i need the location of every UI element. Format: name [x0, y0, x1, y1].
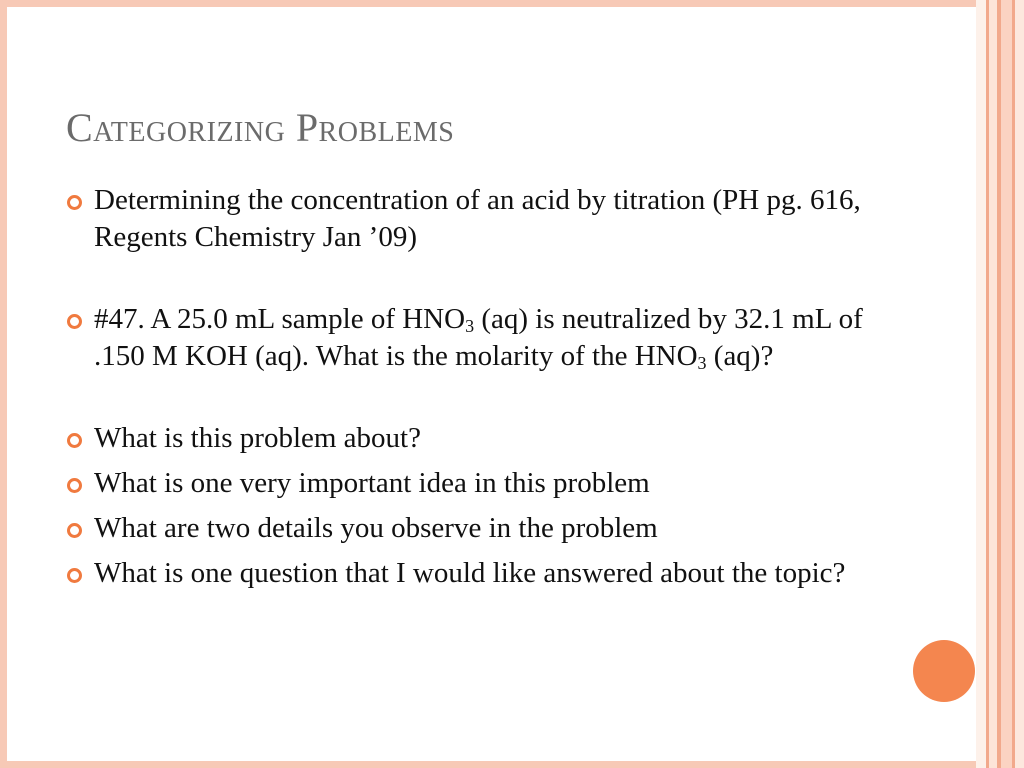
ring-bullet-icon: [67, 314, 82, 329]
stripe: [976, 0, 986, 768]
bullet-text: #47. A 25.0 mL sample of HNO: [94, 303, 466, 335]
ring-bullet-icon: [67, 433, 82, 448]
orange-circle-decoration: [913, 640, 975, 702]
ring-bullet-icon: [67, 478, 82, 493]
bullet-item-question-answered: [66, 555, 886, 592]
ring-bullet-icon: [67, 523, 82, 538]
decorative-right-stripes: [976, 0, 1024, 768]
ring-bullet-icon: [67, 195, 82, 210]
bullet-text: What is this problem about?: [94, 422, 421, 454]
stripe: [1001, 0, 1012, 768]
bullet-item-two-details: [66, 510, 886, 547]
bullet-text: What are two details you observe in the problem: [94, 512, 658, 544]
bullet-text: What is one question that I would like answered about the topic?: [94, 557, 846, 589]
bullet-item-titration: [66, 182, 886, 256]
slide-title: Categorizing Problems: [66, 105, 455, 150]
bullet-text: What is one very important idea in this problem: [94, 467, 650, 499]
subscript: 3: [697, 353, 707, 373]
bullet-list: [66, 182, 886, 592]
ring-bullet-icon: [67, 568, 82, 583]
stripe: [1015, 0, 1024, 768]
bullet-item-question-about: [66, 420, 886, 457]
bullet-text: (aq)?: [706, 340, 774, 372]
bullet-item-problem-47: [66, 301, 886, 375]
subscript: 3: [465, 316, 475, 336]
bullet-text: (aq) is neutralized by 32.1 mL of .150 M KOH (aq). What is the molarity of the HNO: [94, 303, 863, 372]
bullet-text: Determining the concentration of an acid by titration (PH pg. 616, Regents Chemistry Jan ’09): [94, 184, 861, 253]
stripe: [989, 0, 997, 768]
bullet-item-important-idea: [66, 465, 886, 502]
